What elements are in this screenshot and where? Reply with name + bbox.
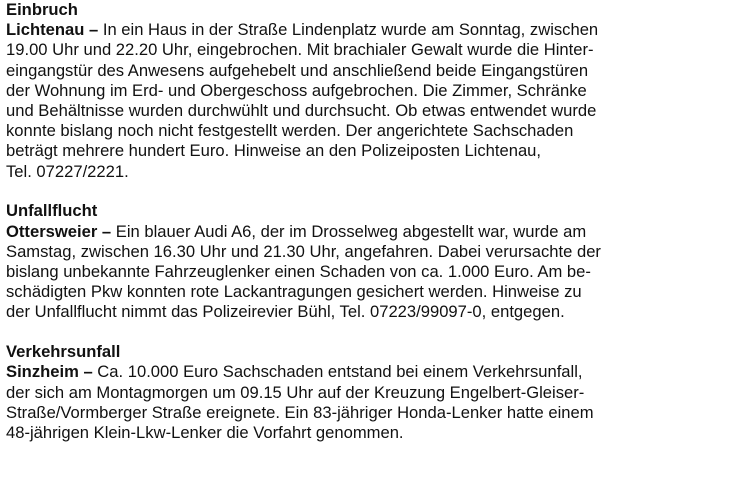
article-text-line: Straße/Vormberger Straße ereignete. Ein 83-jähriger Honda-Lenker hatte einem xyxy=(6,402,594,422)
article-text-line: Ein blauer Audi A6, der im Drosselweg abgestellt war, wurde am xyxy=(111,221,587,241)
article-heading: Verkehrsunfall xyxy=(6,342,121,362)
article-place: Sinzheim – xyxy=(6,362,93,382)
article-first-line xyxy=(6,362,726,382)
article-text-line: bislang unbekannte Fahrzeuglenker einen Schaden von ca. 1.000 Euro. Am be- xyxy=(6,262,591,282)
article-heading: Unfallflucht xyxy=(6,201,98,221)
article-text-line: beträgt mehrere hundert Euro. Hinweise an den Polizeiposten Lichtenau, xyxy=(6,141,542,161)
police-report-document xyxy=(6,0,726,443)
article-heading: Einbruch xyxy=(6,0,78,19)
article-place: Ottersweier – xyxy=(6,221,112,241)
article-text-line: schädigten Pkw konnten rote Lackantragungen gesichert werden. Hinweise zu xyxy=(6,282,582,302)
article-text-line: konnte bislang noch nicht festgestellt werden. Der angerichtete Sachschaden xyxy=(6,121,574,141)
article-text-line: der Wohnung im Erd- und Obergeschoss aufgebrochen. Die Zimmer, Schränke xyxy=(6,80,587,100)
article-text-line: 19.00 Uhr und 22.20 Uhr, eingebrochen. Mit brachialer Gewalt wurde die Hinter- xyxy=(6,40,594,60)
article-text-line: Ca. 10.000 Euro Sachschaden entstand bei einem Verkehrsunfall, xyxy=(92,362,583,382)
article-unfallflucht xyxy=(6,201,726,322)
article-text-line: der sich am Montagmorgen um 09.15 Uhr auf der Kreuzung Engelbert-Gleiser- xyxy=(6,382,585,402)
article-text-line: In ein Haus in der Straße Lindenplatz wurde am Sonntag, zwischen xyxy=(98,20,599,40)
article-text-line: eingangstür des Anwesens aufgehebelt und anschließend beide Eingangstüren xyxy=(6,60,589,80)
article-einbruch xyxy=(6,0,726,182)
article-text-line: 48-jährigen Klein-Lkw-Lenker die Vorfahrt genommen. xyxy=(6,423,404,443)
article-first-line xyxy=(6,20,726,40)
article-first-line xyxy=(6,222,726,242)
article-text-line: Samstag, zwischen 16.30 Uhr und 21.30 Uhr, angefahren. Dabei verursachte der xyxy=(6,241,601,261)
article-text-line: und Behältnisse wurden durchwühlt und durchsucht. Ob etwas entwendet wurde xyxy=(6,101,597,121)
article-text-line: Tel. 07227/2221. xyxy=(6,161,129,181)
article-text-line: der Unfallflucht nimmt das Polizeirevier Bühl, Tel. 07223/99097-0, entgegen. xyxy=(6,302,565,322)
article-verkehrsunfall xyxy=(6,342,726,443)
article-place: Lichtenau – xyxy=(6,20,99,40)
